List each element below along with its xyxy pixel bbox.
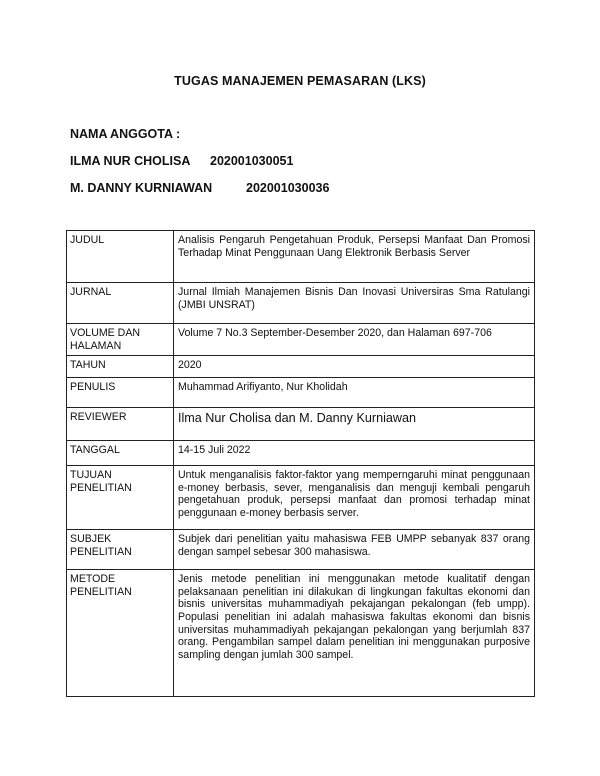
row-value: Jenis metode penelitian ini menggunakan metode kualitatif dengan pelaksanaan penelitian ini dilakukan di lingkungan fakultas ekonomi dan bisnis universitas muhammadiyah pekajangan pekalongan (feb umpp). Populasi penelitian ini adalah mahasiswa fakultas ekonomi dan bisnis universitas muhammadiyah pekajangan pekalongan yang berjumlah 837 orang. Pengambilan sampel dalam penelitian ini menggunakan purposive sampling dengan jumlah 300 sampel. (174, 570, 535, 697)
table-row-reviewer (67, 408, 535, 441)
table-row-metode (67, 570, 535, 697)
table-row-judul (67, 231, 535, 283)
row-label: SUBJEK PENELITIAN (67, 530, 174, 570)
row-label: VOLUME DAN HALAMAN (67, 324, 174, 356)
row-label: TAHUN (67, 356, 174, 378)
table-row-penulis (67, 378, 535, 408)
row-value: Untuk menganalisis faktor-faktor yang memperngaruhi minat penggunaan e-money berbasis, sever, menganalisis dan menguji kembali pengaruh pengetahuan produk, persepsi manfaat dan promosi terhadap minat penggunaan e-money berbasis server. (174, 466, 535, 530)
member-nim: 202001030051 (210, 154, 294, 168)
row-value: 2020 (174, 356, 535, 378)
row-label: PENULIS (67, 378, 174, 408)
row-value: Ilma Nur Cholisa dan M. Danny Kurniawan (174, 408, 535, 441)
row-value: Jurnal Ilmiah Manajemen Bisnis Dan Inovasi Universiras Sma Ratulangi (JMBI UNSRAT) (174, 283, 535, 324)
row-value: Subjek dari penelitian yaitu mahasiswa FEB UMPP sebanyak 837 orang dengan sampel sebesar 300 mahasiswa. (174, 530, 535, 570)
member-nim: 202001030036 (246, 181, 330, 195)
table-row-tahun (67, 356, 535, 378)
row-label: JURNAL (67, 283, 174, 324)
table-row-volume (67, 324, 535, 356)
members-heading: NAMA ANGGOTA : (70, 127, 181, 141)
member-name: ILMA NUR CHOLISA (70, 154, 191, 168)
row-value: Muhammad Arifiyanto, Nur Kholidah (174, 378, 535, 408)
member-name: M. DANNY KURNIAWAN (70, 181, 213, 195)
member-row (70, 181, 329, 195)
document-title: TUGAS MANAJEMEN PEMASARAN (LKS) (174, 74, 426, 88)
row-label: REVIEWER (67, 408, 174, 441)
row-label: JUDUL (67, 231, 174, 283)
row-value: Analisis Pengaruh Pengetahuan Produk, Persepsi Manfaat Dan Promosi Terhadap Minat Penggunaan Uang Elektronik Berbasis Server (174, 231, 535, 283)
table-row-tanggal (67, 441, 535, 466)
table-row-tujuan (67, 466, 535, 530)
row-label: TANGGAL (67, 441, 174, 466)
row-label: METODE PENELITIAN (67, 570, 174, 697)
review-table (66, 230, 535, 697)
member-row (70, 154, 293, 168)
row-label: TUJUAN PENELITIAN (67, 466, 174, 530)
table-row-subjek (67, 530, 535, 570)
row-value: Volume 7 No.3 September-Desember 2020, dan Halaman 697-706 (174, 324, 535, 356)
row-value: 14-15 Juli 2022 (174, 441, 535, 466)
table-row-jurnal (67, 283, 535, 324)
